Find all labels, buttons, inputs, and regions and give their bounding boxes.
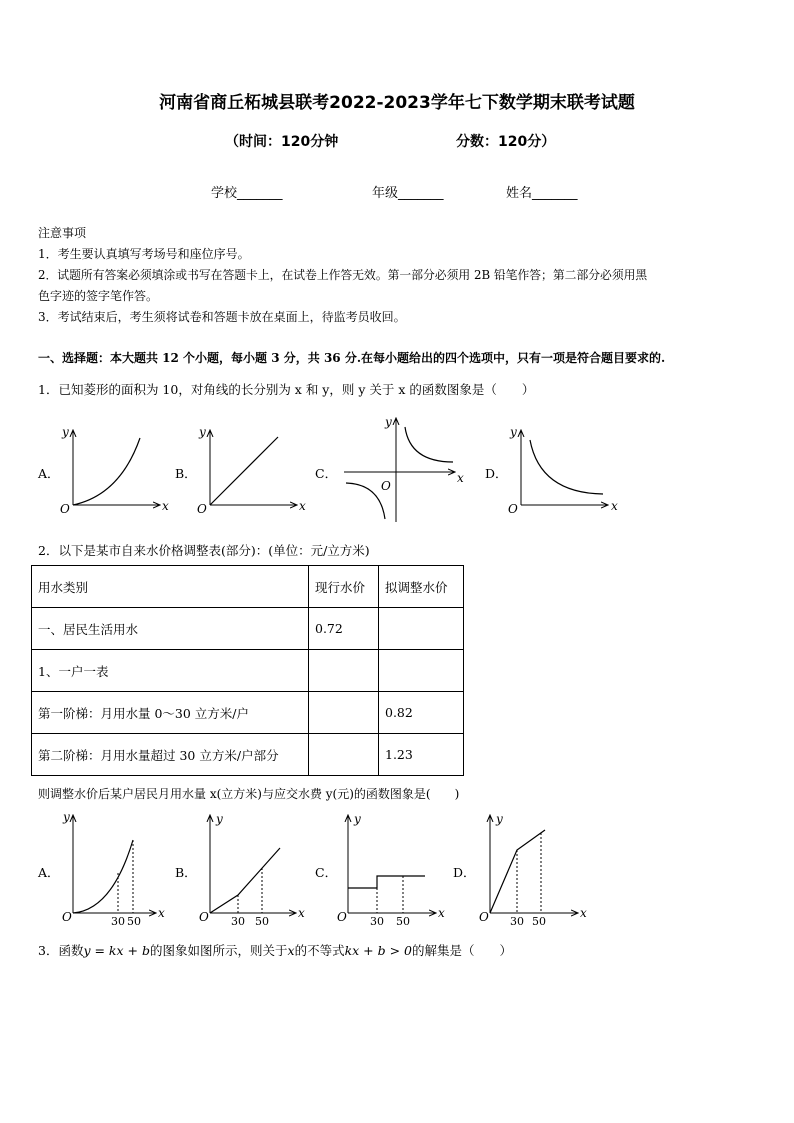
tick-50: 50 [396, 915, 410, 928]
y-label: y [62, 425, 69, 439]
table-cell: 一、居民生活用水 [32, 608, 309, 650]
y-label: y [510, 425, 517, 439]
origin-label: O [337, 910, 347, 924]
tick-30: 30 [111, 915, 125, 928]
origin-label: O [508, 502, 518, 516]
note-2-cont: 色字迹的签字笔作答。 [38, 289, 159, 303]
q3-middle: 的图象如图所示，则关于 [149, 943, 288, 958]
table-cell: 1.23 [379, 734, 464, 776]
table-cell [309, 734, 379, 776]
name-field: 姓名_______ [506, 186, 578, 201]
table-row [32, 734, 464, 776]
exam-score: 分数：120分） [456, 134, 556, 150]
x-label: x [158, 906, 165, 920]
grade-field: 年级_______ [372, 186, 444, 201]
question-2-text: 2．以下是某市自来水价格调整表(部分)：(单位：元/立方米) [38, 543, 370, 558]
page-title: 河南省商丘柘城县联考2022-2023学年七下数学期末联考试题 [159, 93, 635, 113]
note-3: 3．考试结束后，考生须将试卷和答题卡放在桌面上，待监考员收回。 [38, 310, 406, 324]
note-2: 2．试题所有答案必须填涂或书写在答题卡上，在试卷上作答无效。第一部分必须用 2B 铅笔作答；第二部分必须用黑 [38, 268, 648, 282]
q1-graph-d [508, 425, 618, 516]
q3-prefix: 3．函数 [38, 943, 84, 958]
table-cell: 第一阶梯：月用水量 0～30 立方米/户 [32, 692, 309, 734]
q3-formula-function: y = kx + b [83, 943, 150, 958]
q2-graph-d [479, 812, 587, 928]
q2-option-a-label: A． [38, 865, 60, 880]
tick-30: 30 [231, 915, 245, 928]
line [210, 437, 278, 505]
y-label: y [385, 415, 392, 429]
origin-label: O [381, 479, 391, 493]
q3-suffix: 的解集是（ ） [412, 943, 513, 958]
water-price-table [31, 565, 464, 776]
q1-graph-c [344, 415, 464, 522]
header-adjusted-price: 拟调整水价 [379, 566, 464, 608]
y-label: y [216, 812, 223, 826]
x-label: x [611, 499, 618, 513]
table-cell [379, 608, 464, 650]
curve [73, 438, 140, 505]
table-row [32, 650, 464, 692]
tick-50: 50 [127, 915, 141, 928]
header-current-price: 现行水价 [309, 566, 379, 608]
header-category: 用水类别 [32, 566, 309, 608]
x-label: x [299, 499, 306, 513]
x-label: x [580, 906, 587, 920]
x-label: x [438, 906, 445, 920]
exam-time: （时间：120分钟 [225, 134, 339, 150]
origin-label: O [62, 910, 72, 924]
q2-graph-c [337, 812, 445, 928]
notes-heading: 注意事项 [38, 226, 87, 240]
question-3-text [38, 941, 512, 959]
step-line [348, 876, 425, 888]
table-cell [309, 692, 379, 734]
y-label: y [354, 812, 361, 826]
q1-option-c-label: C． [315, 466, 338, 481]
q2-graph-a [62, 810, 165, 928]
q1-option-d-label: D． [485, 466, 508, 481]
table-cell [379, 650, 464, 692]
q3-formula-inequality: kx + b > 0 [344, 943, 412, 958]
tick-30: 30 [370, 915, 384, 928]
table-cell [309, 650, 379, 692]
q1-graph-b [197, 425, 306, 516]
q2-graph-b [199, 812, 305, 928]
curve [73, 840, 133, 913]
q3-middle-2: 的不等式 [294, 943, 345, 958]
question-1-text: 1．已知菱形的面积为 10，对角线的长分别为 x 和 y，则 y 关于 x 的函数图象是（ ） [38, 382, 535, 397]
q2-option-b-label: B． [175, 865, 197, 880]
curve [530, 440, 603, 494]
x-label: x [298, 906, 305, 920]
table-cell: 第二阶梯：月用水量超过 30 立方米/户部分 [32, 734, 309, 776]
origin-label: O [60, 502, 70, 516]
y-label: y [496, 812, 503, 826]
note-1: 1．考生要认真填写考场号和座位序号。 [38, 247, 250, 261]
tick-50: 50 [532, 915, 546, 928]
q1-option-b-label: B． [175, 466, 197, 481]
section-heading: 一、选择题：本大题共 12 个小题，每小题 3 分，共 36 分.在每小题给出的四个选项中，只有一项是符合题目要求的. [38, 351, 666, 365]
tick-30: 30 [510, 915, 524, 928]
origin-label: O [197, 502, 207, 516]
table-row [32, 692, 464, 734]
table-cell: 0.82 [379, 692, 464, 734]
question-2-prompt: 则调整水价后某户居民月用水量 x(立方米)与应交水费 y(元)的函数图象是( ) [38, 787, 460, 801]
y-label: y [63, 810, 70, 824]
q1-option-a-label: A． [38, 466, 60, 481]
q2-option-d-label: D． [453, 865, 476, 880]
tick-50: 50 [255, 915, 269, 928]
q2-option-c-label: C． [315, 865, 338, 880]
piecewise-line [210, 848, 280, 913]
table-cell: 1、一户一表 [32, 650, 309, 692]
origin-label: O [479, 910, 489, 924]
x-label: x [162, 499, 169, 513]
q1-graph-a [60, 425, 169, 516]
table-cell: 0.72 [309, 608, 379, 650]
y-label: y [199, 425, 206, 439]
school-field: 学校_______ [211, 186, 283, 201]
q3-variable: x [287, 943, 295, 958]
x-label: x [457, 471, 464, 485]
table-row [32, 608, 464, 650]
curve-q3 [346, 483, 385, 519]
table-header-row [32, 566, 464, 608]
origin-label: O [199, 910, 209, 924]
curve-q1 [405, 427, 453, 462]
